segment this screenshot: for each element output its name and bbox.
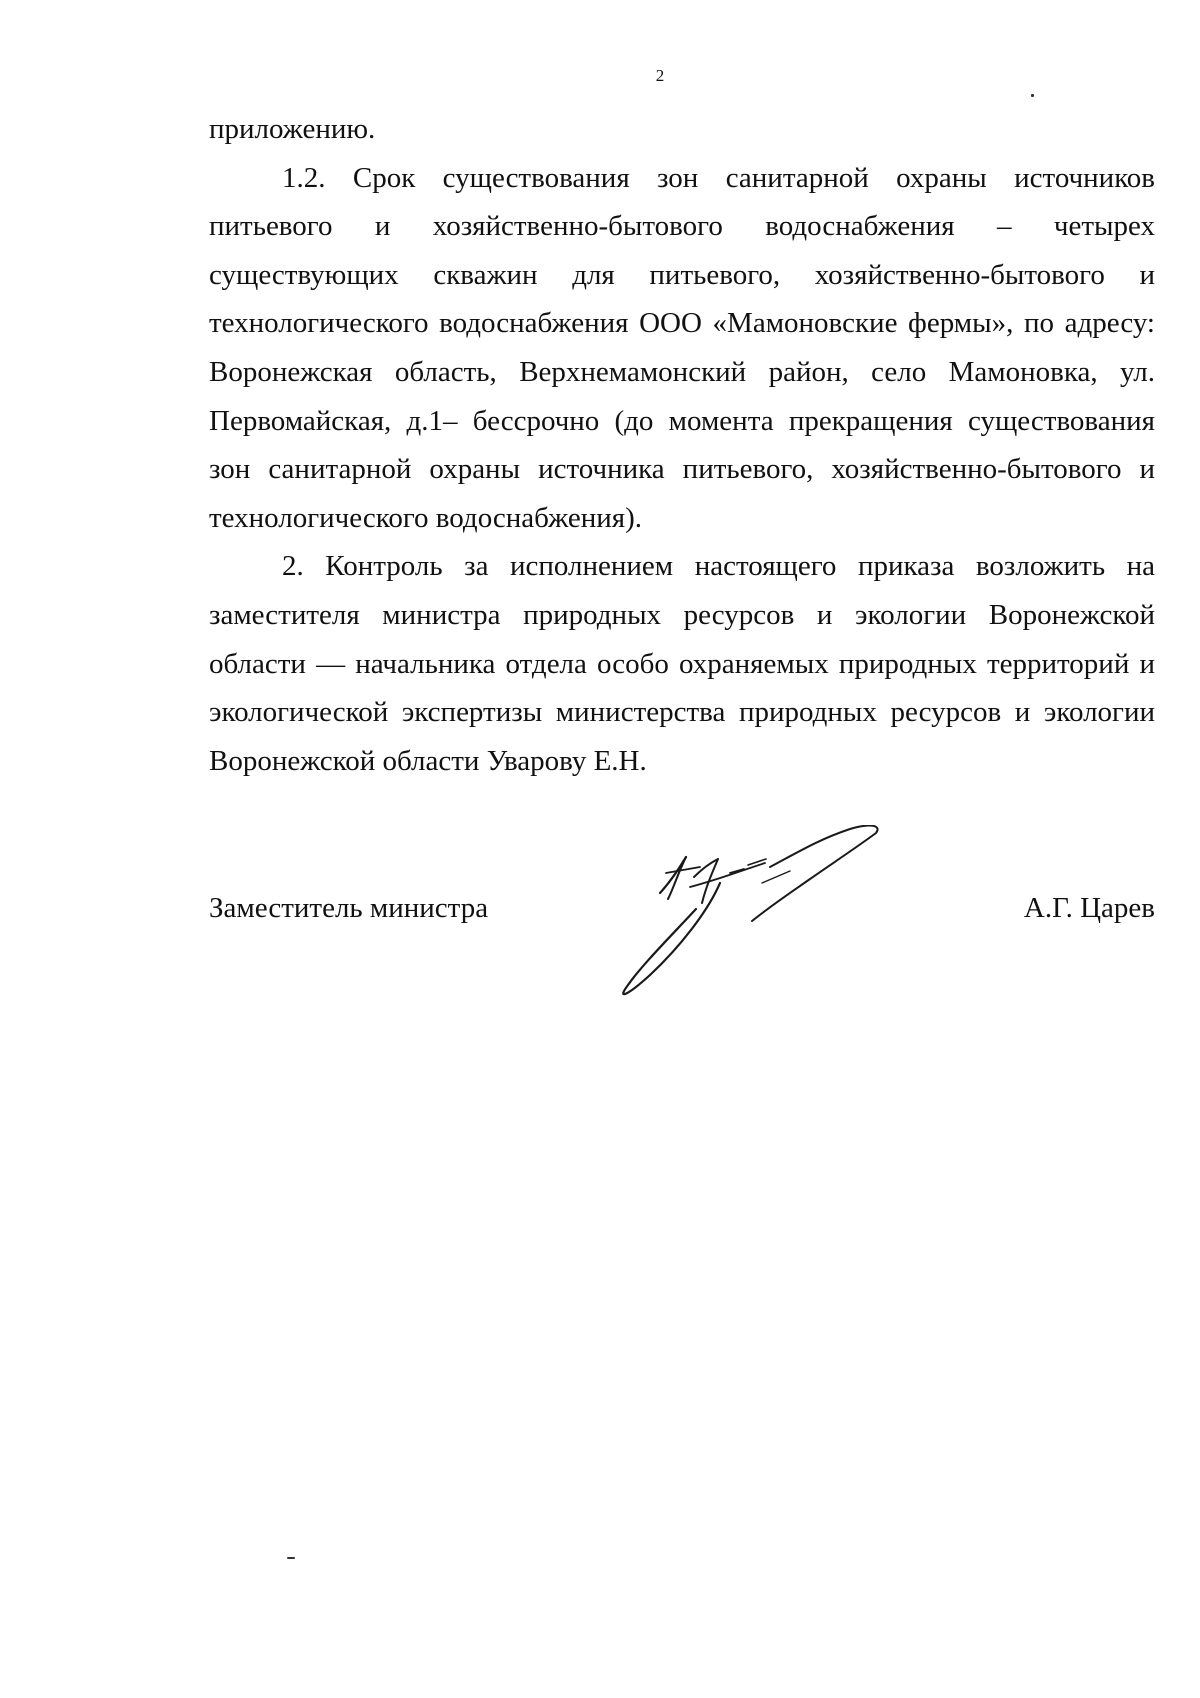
signatory-title: Заместитель министра: [209, 892, 489, 924]
handwritten-signature: [620, 825, 960, 1005]
body-text: [209, 105, 1155, 785]
signatory-name: А.Г. Царев: [1023, 892, 1155, 924]
paragraph-2-control: 2. Контроль за исполнением настоящего приказа возложить на заместителя министра природных ресурсов и экологии Воронежской области — начальника отдела особо охраняемых природных территорий и экологической экспертизы министерства природных ресурсов и экологии Воронежской области Уварову Е.Н.: [209, 550, 1155, 777]
scan-speck: [1031, 94, 1034, 97]
scan-speck: [287, 1557, 295, 1559]
paragraph-continuation: приложению.: [209, 113, 376, 145]
paragraph-1-2-term: 1.2. Срок существования зон санитарной охраны источников питьевого и хозяйственно-бытового водоснабжения – четырех существующих скважин для питьевого, хозяйственно-бытового и технологического водоснабжения ООО «Мамоновские фермы», по адресу: Воронежская область, Верхнемамонский район, село Мамоновка, ул. Первомайская, д.1– бессрочно (до момента прекращения существования зон санитарной охраны источника питьевого, хозяйственно-бытового и технологического водоснабжения).: [209, 161, 1155, 534]
page-number: 2: [655, 66, 665, 85]
